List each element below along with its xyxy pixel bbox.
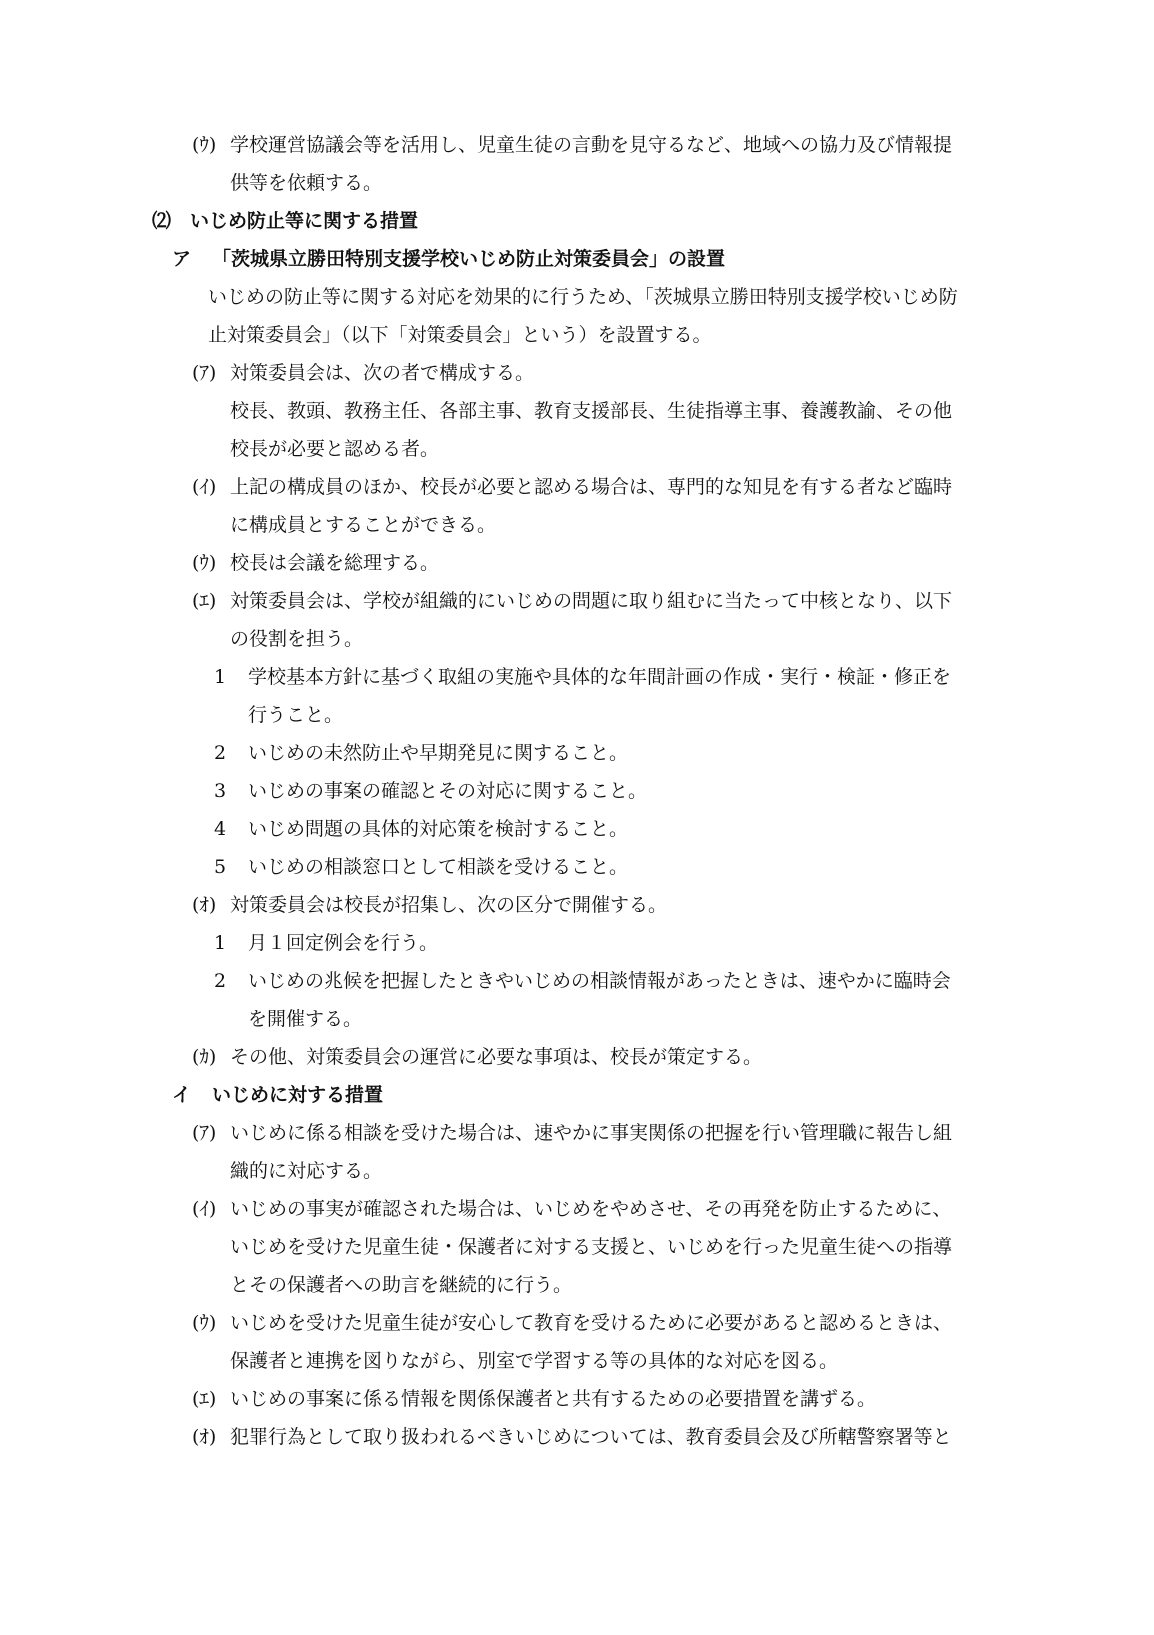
item-text: 校長は会議を総理する。 (230, 552, 440, 574)
role-text: 行うこと。 (248, 704, 344, 726)
subsection-marker: イ (172, 1084, 192, 1106)
meeting-text: を開催する。 (248, 1008, 363, 1030)
item-marker: (ｲ) (192, 476, 217, 498)
meeting-number: 2 (214, 970, 227, 992)
intro-text: 止対策委員会」（以下「対策委員会」という）を設置する。 (208, 324, 712, 346)
item-marker: (ｱ) (192, 362, 217, 384)
item-marker: (ｱ) (192, 1122, 217, 1144)
item-text: いじめを受けた児童生徒が安心して教育を受けるために必要があると認めるときは、 (230, 1312, 953, 1334)
item-text: 供等を依頼する。 (230, 172, 383, 194)
item-marker: (ｴ) (192, 590, 217, 612)
item-text: 学校運営協議会等を活用し、児童生徒の言動を見守るなど、地域への協力及び情報提 (230, 134, 953, 156)
role-text: いじめの未然防止や早期発見に関すること。 (248, 742, 629, 764)
item-marker: (ｲ) (192, 1198, 217, 1220)
meeting-number: 1 (214, 932, 227, 954)
item-text: 犯罪行為として取り扱われるべきいじめについては、教育委員会及び所轄警察署等と (230, 1426, 952, 1448)
meeting-text: 月１回定例会を行う。 (248, 932, 439, 954)
item-text: 対策委員会は、次の者で構成する。 (230, 362, 535, 384)
item-text: 校長、教頭、教務主任、各部主事、教育支援部長、生徒指導主事、養護教諭、その他 (230, 400, 953, 422)
role-number: 4 (214, 818, 227, 840)
subsection-title: 「茨城県立勝田特別支援学校いじめ防止対策委員会」の設置 (212, 248, 726, 270)
intro-text: いじめの防止等に関する対応を効果的に行うため、「茨城県立勝田特別支援学校いじめ防 (208, 286, 958, 308)
item-text: 対策委員会は、学校が組織的にいじめの問題に取り組むに当たって中核となり、以下 (230, 590, 953, 612)
item-text: 織的に対応する。 (230, 1160, 383, 1182)
item-text: いじめの事実が確認された場合は、いじめをやめさせ、その再発を防止するために、 (230, 1198, 952, 1220)
item-marker: (ｵ) (192, 1426, 217, 1448)
role-text: いじめの事案の確認とその対応に関すること。 (248, 780, 648, 802)
subsection-title: いじめに対する措置 (212, 1084, 384, 1106)
section-title: いじめ防止等に関する措置 (190, 210, 419, 232)
role-text: いじめ問題の具体的対応策を検討すること。 (248, 818, 629, 840)
item-text: その他、対策委員会の運営に必要な事項は、校長が策定する。 (230, 1046, 763, 1068)
role-number: 1 (214, 666, 227, 688)
role-number: 3 (214, 780, 227, 802)
item-marker: (ｳ) (192, 134, 217, 156)
item-text: 校長が必要と認める者。 (230, 438, 440, 460)
item-text: いじめを受けた児童生徒・保護者に対する支援と、いじめを行った児童生徒への指導 (230, 1236, 953, 1258)
meeting-text: いじめの兆候を把握したときやいじめの相談情報があったときは、速やかに臨時会 (248, 970, 951, 992)
role-number: 5 (214, 856, 227, 878)
item-text: 対策委員会は校長が招集し、次の区分で開催する。 (230, 894, 668, 916)
item-marker: (ｴ) (192, 1388, 217, 1410)
item-text: 保護者と連携を図りながら、別室で学習する等の具体的な対応を図る。 (230, 1350, 839, 1372)
subsection-marker: ア (172, 248, 192, 270)
item-text: いじめの事案に係る情報を関係保護者と共有するための必要措置を講ずる。 (230, 1388, 877, 1410)
role-text: 学校基本方針に基づく取組の実施や具体的な年間計画の作成・実行・検証・修正を (248, 666, 952, 688)
item-text: の役割を担う。 (230, 628, 364, 650)
item-text: に構成員とすることができる。 (230, 514, 497, 536)
item-text: 上記の構成員のほか、校長が必要と認める場合は、専門的な知見を有する者など臨時 (230, 476, 953, 498)
item-text: いじめに係る相談を受けた場合は、速やかに事実関係の把握を行い管理職に報告し組 (230, 1122, 953, 1144)
section-marker: ⑵ (152, 210, 172, 232)
role-text: いじめの相談窓口として相談を受けること。 (248, 856, 629, 878)
item-text: とその保護者への助言を継続的に行う。 (230, 1274, 573, 1296)
item-marker: (ｳ) (192, 1312, 217, 1334)
item-marker: (ｳ) (192, 552, 217, 574)
role-number: 2 (214, 742, 227, 764)
item-marker: (ｶ) (192, 1046, 217, 1068)
item-marker: (ｵ) (192, 894, 217, 916)
